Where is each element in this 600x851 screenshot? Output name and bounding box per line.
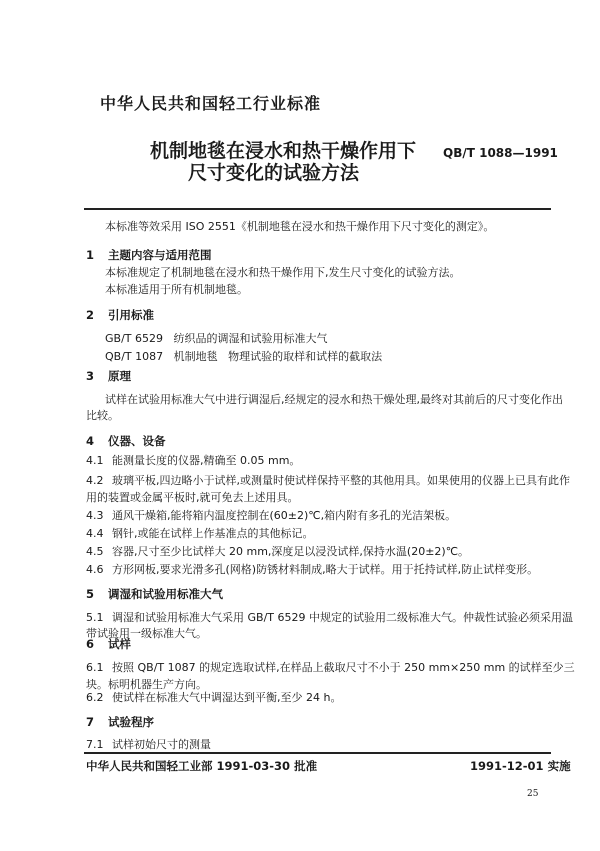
- clause-number: 6.2: [86, 691, 104, 704]
- standard-code: QB/T 1088—1991: [443, 146, 558, 160]
- clause-number: 5.1: [86, 611, 104, 624]
- clause-continuation: 用的装置或金属平板时,就可免去上述用具。: [86, 491, 299, 504]
- section-6-heading: [86, 637, 131, 651]
- clause-text: 调湿和试验用标准大气采用 GB/T 6529 中规定的试验用二级标准大气。仲裁性试验必须采用温: [112, 611, 573, 624]
- section-number: 1: [86, 248, 95, 262]
- clause-text: 方形网板,要求光滑多孔(网格)防锈材料制成,略大于试样。用于托持试样,防止试样变形。: [112, 563, 539, 576]
- effective-date: 1991-12-01 实施: [470, 759, 571, 773]
- paragraph: 本标准适用于所有机制地毯。: [105, 283, 248, 296]
- section-title: 引用标准: [108, 308, 154, 322]
- footer-rule: [84, 752, 551, 754]
- clause-number: 4.1: [86, 454, 104, 467]
- paragraph: 本标准规定了机制地毯在浸水和热干燥作用下,发生尺寸变化的试验方法。: [105, 266, 461, 279]
- clause-number: 6.1: [86, 661, 104, 674]
- section-number: 3: [86, 369, 95, 383]
- clause-text: 钢针,或能在试样上作基准点的其他标记。: [112, 527, 314, 540]
- section-title: 试样: [108, 637, 131, 651]
- section-title: 原理: [108, 369, 131, 383]
- section-3-heading: [86, 369, 131, 383]
- section-7-heading: [86, 715, 154, 729]
- clause-text: 试样初始尺寸的测量: [112, 738, 211, 751]
- section-title: 调湿和试验用标准大气: [108, 587, 223, 601]
- clause-4-3: [86, 509, 456, 523]
- clause-continuation: 块。标明机器生产方向。: [86, 678, 207, 691]
- page-number: 25: [527, 789, 539, 799]
- clause-text: 按照 QB/T 1087 的规定选取试样,在样品上截取尺寸不小于 250 mm×250 mm 的试样至少三: [112, 661, 575, 674]
- section-number: 6: [86, 637, 95, 651]
- standard-header: 中华人民共和国轻工行业标准: [100, 94, 322, 113]
- clause-6-1: [86, 661, 575, 675]
- section-number: 5: [86, 587, 95, 601]
- paragraph: 比较。: [86, 409, 119, 422]
- section-number: 4: [86, 434, 95, 448]
- clause-7-1: [86, 738, 211, 752]
- paragraph: 试样在试验用标准大气中进行调湿后,经规定的浸水和热干燥处理,最终对其前后的尺寸变化作出: [105, 393, 563, 406]
- section-title: 试验程序: [108, 715, 154, 729]
- section-1-heading: [86, 248, 212, 262]
- clause-text: 能测量长度的仪器,精确至 0.05 mm。: [112, 454, 301, 467]
- section-5-heading: [86, 587, 223, 601]
- section-number: 7: [86, 715, 95, 729]
- clause-4-2: [86, 474, 570, 488]
- clause-4-5: [86, 545, 469, 559]
- header-rule: [84, 208, 551, 210]
- clause-text: 使试样在标准大气中调湿达到平衡,至少 24 h。: [112, 691, 342, 704]
- clause-continuation: 带试验用一级标准大气。: [86, 627, 207, 640]
- clause-4-4: [86, 527, 314, 541]
- clause-number: 4.3: [86, 509, 104, 522]
- clause-number: 4.6: [86, 563, 104, 576]
- clause-text: 通风干燥箱,能将箱内温度控制在(60±2)℃,箱内附有多孔的光洁架板。: [112, 509, 457, 522]
- clause-4-1: [86, 454, 300, 468]
- section-number: 2: [86, 308, 95, 322]
- clause-number: 4.5: [86, 545, 104, 558]
- approval-line: 中华人民共和国轻工业部 1991-03-30 批准: [86, 759, 318, 773]
- document-title-line1: 机制地毯在浸水和热干燥作用下: [150, 140, 417, 162]
- clause-5-1: [86, 611, 573, 625]
- section-title: 主题内容与适用范围: [108, 248, 212, 262]
- section-title: 仪器、设备: [108, 434, 166, 448]
- document-title-line2: 尺寸变化的试验方法: [188, 162, 360, 184]
- section-4-heading: [86, 434, 166, 448]
- clause-number: 4.2: [86, 474, 104, 487]
- clause-number: 4.4: [86, 527, 104, 540]
- section-2-heading: [86, 308, 154, 322]
- intro-text: 本标准等效采用 ISO 2551《机制地毯在浸水和热干燥作用下尺寸变化的测定》。: [105, 220, 495, 233]
- clause-text: 容器,尺寸至少比试样大 20 mm,深度足以浸没试样,保持水温(20±2)℃。: [112, 545, 470, 558]
- clause-number: 7.1: [86, 738, 104, 751]
- reference-item: QB/T 1087 机制地毯 物理试验的取样和试样的截取法: [105, 350, 383, 363]
- clause-6-2: [86, 691, 341, 705]
- clause-text: 玻璃平板,四边略小于试样,或测量时使试样保持平整的其他用具。如果使用的仪器上已具有此作: [112, 474, 570, 487]
- clause-4-6: [86, 563, 538, 577]
- reference-item: GB/T 6529 纺织品的调湿和试验用标准大气: [105, 332, 328, 345]
